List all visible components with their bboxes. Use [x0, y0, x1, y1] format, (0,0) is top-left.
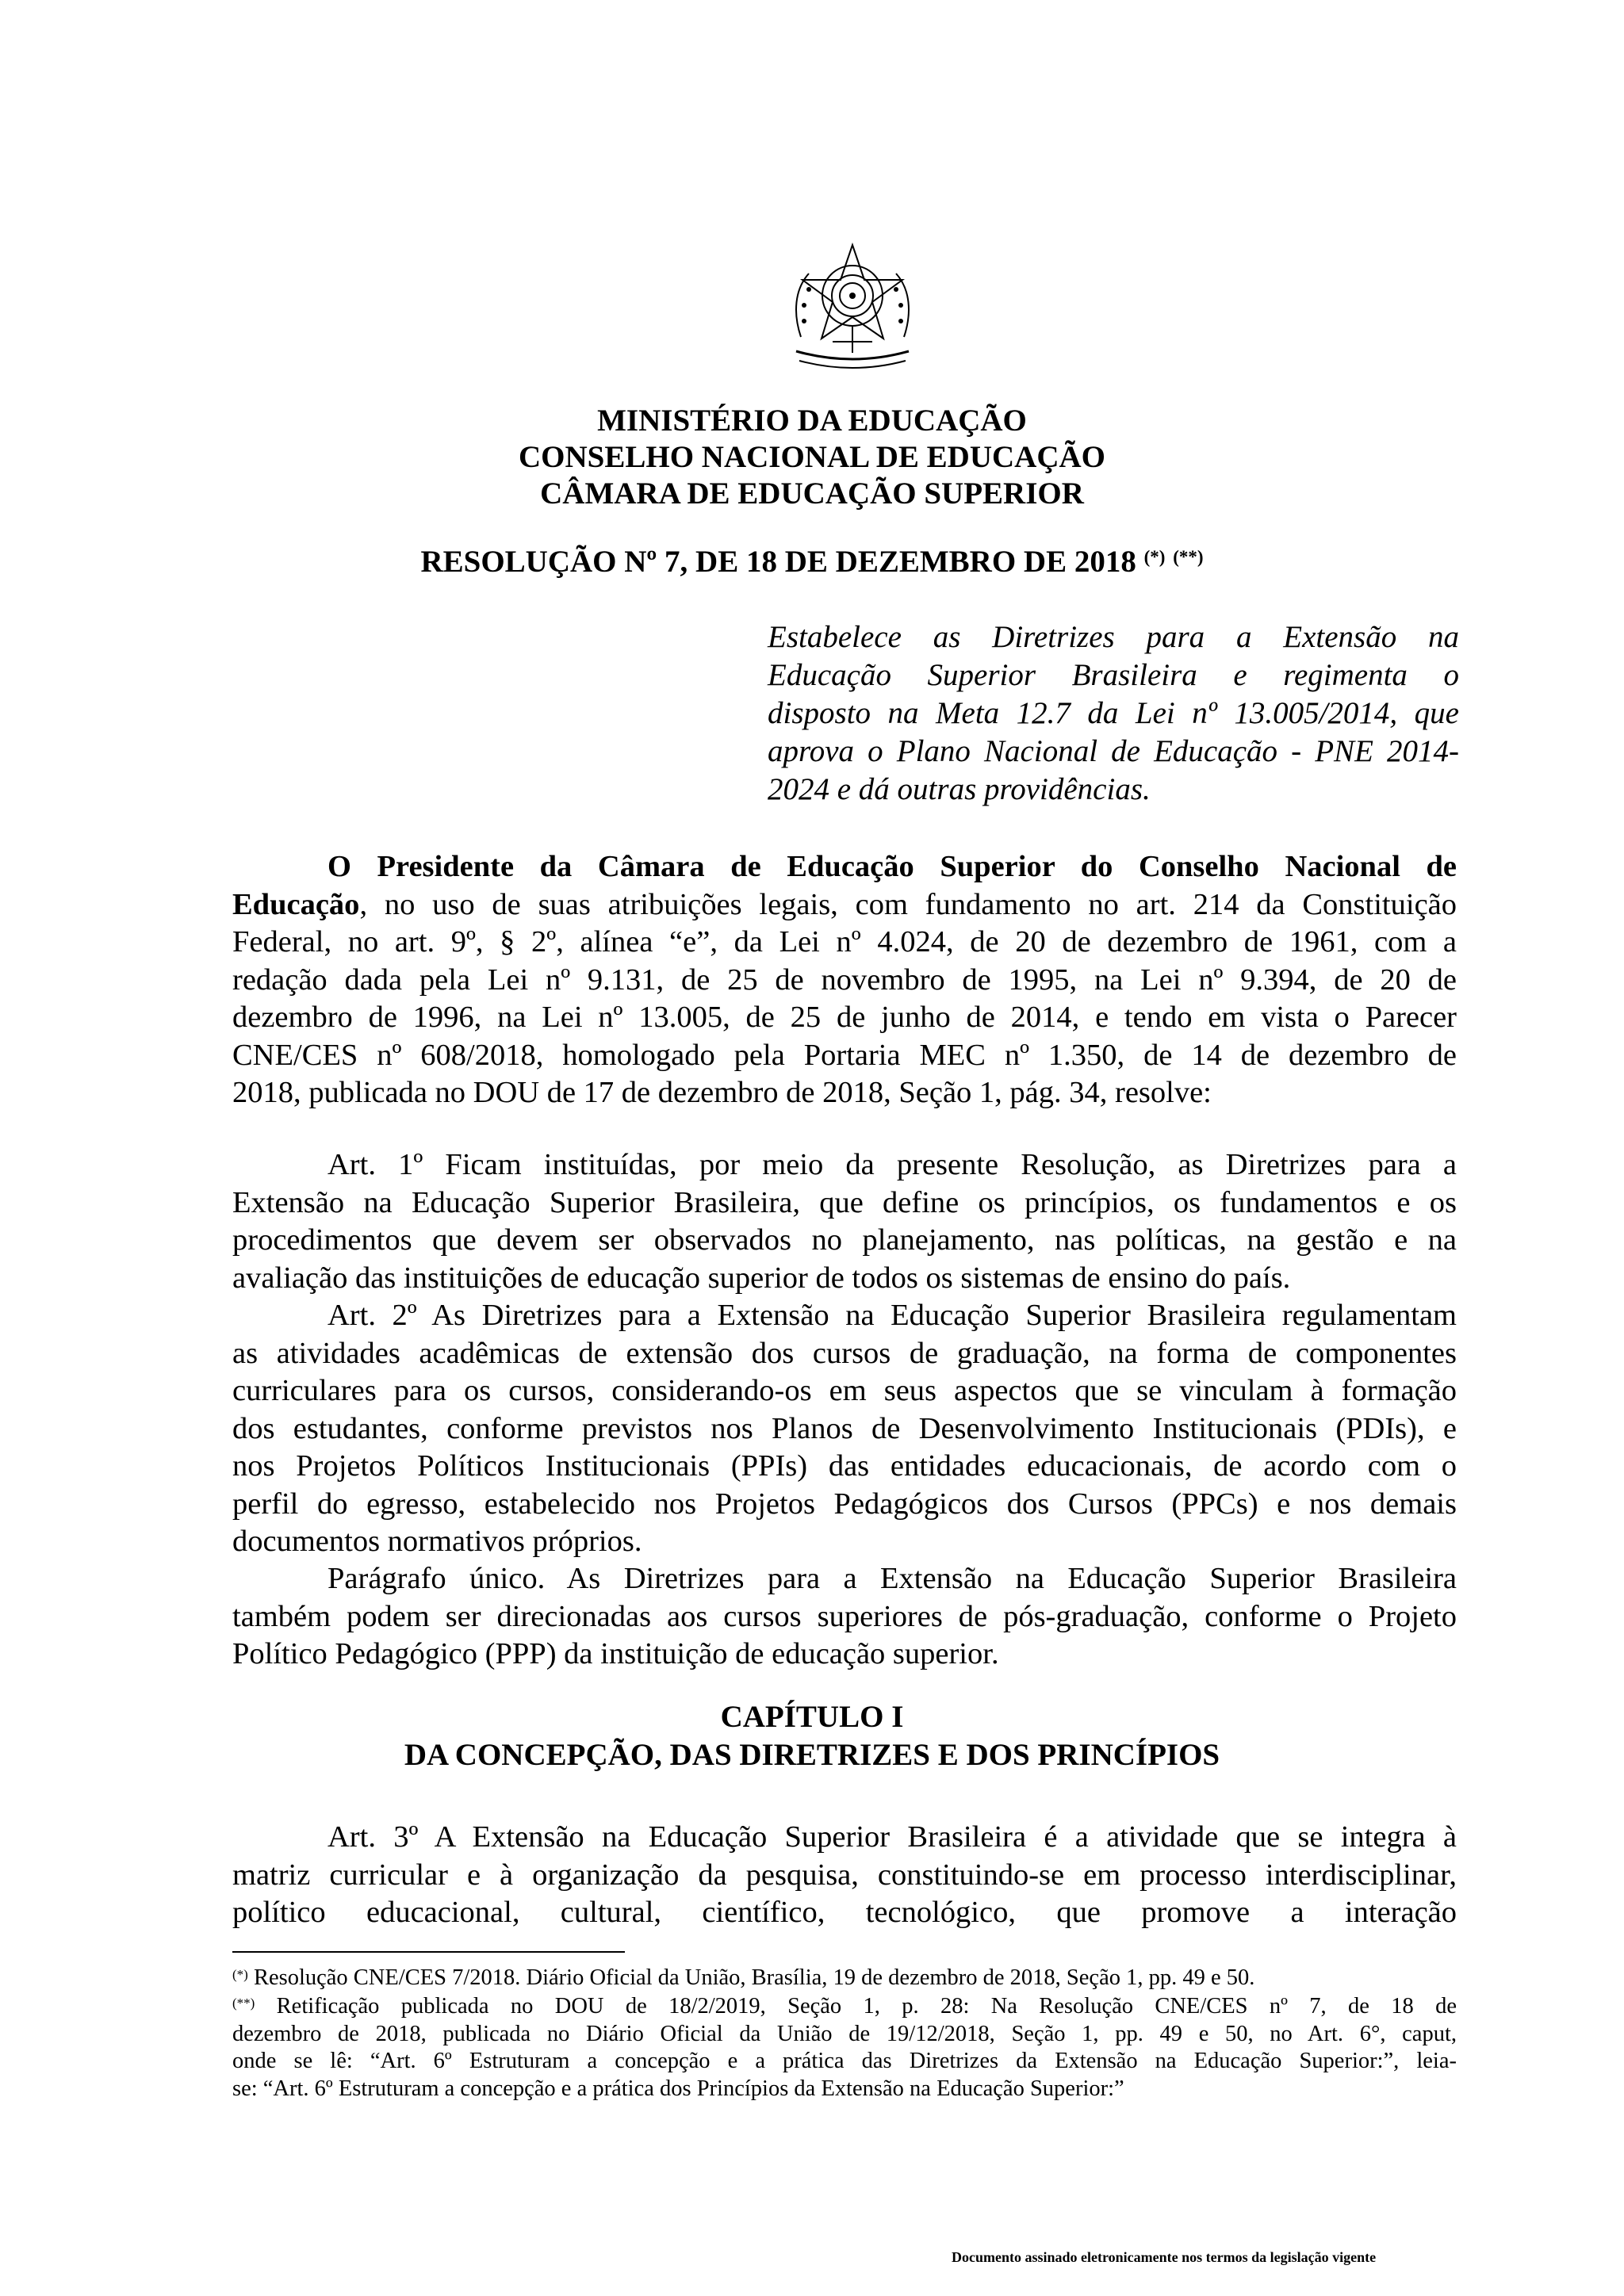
article-line: procedimentos que devem ser observados no planejamento, nas políticas, na gestão e na [232, 1223, 1457, 1257]
article-line: Art. 3º A Extensão na Educação Superior Brasileira é a atividade que se integra à [327, 1820, 1457, 1854]
article-line: documentos normativos próprios. [232, 1525, 642, 1558]
preamble-line: 2018, publicada no DOU de 17 de dezembro de 2018, Seção 1, pág. 34, resolve: [232, 1076, 1212, 1109]
article-line: Extensão na Educação Superior Brasileira, que define os princípios, os fundamentos e os [232, 1185, 1457, 1219]
ementa-line: disposto na Meta 12.7 da Lei nº 13.005/2014, que [768, 696, 1459, 730]
preamble-lead: O Presidente da Câmara de Educação Superior do Conselho Nacional de [327, 850, 1457, 883]
signature-note: Documento assinado eletronicamente nos termos da legislação vigente [952, 2249, 1377, 2265]
footnote-1-text: Resolução CNE/CES 7/2018. Diário Oficial da União, Brasília, 19 de dezembro de 2018, Seção 1, pp. 49 e 50. [247, 1965, 1255, 1990]
footnote-line: se: “Art. 6º Estruturam a concepção e a prática dos Princípios da Extensão na Educação Superior:” [232, 2076, 1124, 2101]
article-line: Parágrafo único. As Diretrizes para a Extensão na Educação Superior Brasileira [327, 1562, 1457, 1595]
footnote-divider [232, 1951, 625, 1953]
ministry-heading: MINISTÉRIO DA EDUCAÇÃO [597, 404, 1027, 438]
ementa-line: Educação Superior Brasileira e regimenta o [768, 658, 1459, 692]
ementa-line: Estabelece as Diretrizes para a Extensão na [768, 620, 1459, 654]
ementa [768, 618, 1459, 809]
article-line: também podem ser direcionadas aos cursos superiores de pós-graduação, conforme o Projeto [232, 1599, 1457, 1633]
article-line: dos estudantes, conforme previstos nos Planos de Desenvolvimento Institucionais (PDIs), e [232, 1411, 1457, 1445]
article-line: perfil do egresso, estabelecido nos Projetos Pedagógicos dos Cursos (PPCs) e nos demais [232, 1487, 1457, 1521]
footnote-line: onde se lê: “Art. 6º Estruturam a concepção e a prática das Diretrizes da Extensão na Educação Superior:”, leia- [232, 2049, 1457, 2073]
article-line: matriz curricular e à organização da pesquisa, constituindo-se em processo interdisciplinar, [232, 1858, 1457, 1892]
brazil-coat-of-arms-icon [785, 242, 920, 373]
article-line: político educacional, cultural, científico, tecnológico, que promove a interação [232, 1896, 1457, 1929]
resolution-title-text: RESOLUÇÃO Nº 7, DE 18 DE DEZEMBRO DE 2018 [420, 545, 1136, 579]
preamble-line-rest: , no uso de suas atribuições legais, com fundamento no art. 214 da Constituição [359, 887, 1457, 921]
preamble-lead-2: Educação [232, 887, 360, 921]
preamble-line: dezembro de 1996, na Lei nº 13.005, de 25 de junho de 2014, e tendo em vista o Parecer [232, 1001, 1457, 1034]
article-line: Art. 2º As Diretrizes para a Extensão na Educação Superior Brasileira regulamentam [327, 1299, 1457, 1332]
article-line: Art. 1º Ficam instituídas, por meio da presente Resolução, as Diretrizes para a [327, 1148, 1457, 1181]
footnote-1-mark: (*) [232, 1967, 248, 1982]
article-line: nos Projetos Políticos Institucionais (PPIs) das entidades educacionais, de acordo com o [232, 1449, 1457, 1483]
resolution-title [0, 544, 1624, 580]
footnote-mark-2: (**) [1173, 547, 1204, 567]
chamber-heading: CÂMARA DE EDUCAÇÃO SUPERIOR [540, 476, 1084, 511]
preamble-line: redação dada pela Lei nº 9.131, de 25 de novembro de 1995, na Lei nº 9.394, de 20 de [232, 962, 1457, 997]
article-line: as atividades acadêmicas de extensão dos cursos de graduação, na forma de componentes [232, 1336, 1457, 1370]
footnote-2 [232, 1993, 1457, 2103]
article-line: avaliação das instituições de educação superior de todos os sistemas de ensino do país. [232, 1261, 1291, 1295]
footnote-mark-1: (*) [1143, 547, 1166, 567]
preamble-line [232, 886, 1457, 924]
preamble-line: CNE/CES nº 608/2018, homologado pela Portaria MEC nº 1.350, de 14 de dezembro de [232, 1038, 1457, 1072]
article-3 [232, 1819, 1457, 1932]
footnote-2-mark: (**) [232, 1996, 255, 2011]
council-heading: CONSELHO NACIONAL DE EDUCAÇÃO [518, 440, 1105, 474]
article-1 [232, 1146, 1457, 1297]
footnote-1 [232, 1965, 1457, 1992]
article-line: curriculares para os cursos, considerando-os em seus aspectos que se vinculam à formação [232, 1374, 1457, 1407]
ementa-line: aprova o Plano Nacional de Educação - PNE 2014- [768, 734, 1459, 768]
ementa-line: 2024 e dá outras providências. [768, 772, 1151, 806]
preamble-line: Federal, no art. 9º, § 2º, alínea “e”, da Lei nº 4.024, de 20 de dezembro de 1961, com a [232, 925, 1457, 959]
footnote-line: dezembro de 2018, publicada no Diário Oficial da União de 19/12/2018, Seção 1, pp. 49 e 50, no Art. 6°, caput, [232, 2021, 1457, 2046]
preamble [232, 848, 1457, 1112]
article-2 [232, 1297, 1457, 1561]
footnote-2-text: Retificação publicada no DOU de 18/2/2019, Seção 1, p. 28: Na Resolução CNE/CES nº 7, de 18 de [255, 1994, 1457, 2019]
paragrafo-unico [232, 1560, 1457, 1674]
chapter-title: DA CONCEPÇÃO, DAS DIRETRIZES E DOS PRINCÍPIOS [404, 1738, 1220, 1772]
chapter-number: CAPÍTULO I [720, 1700, 904, 1734]
article-line: Político Pedagógico (PPP) da instituição de educação superior. [232, 1637, 999, 1670]
